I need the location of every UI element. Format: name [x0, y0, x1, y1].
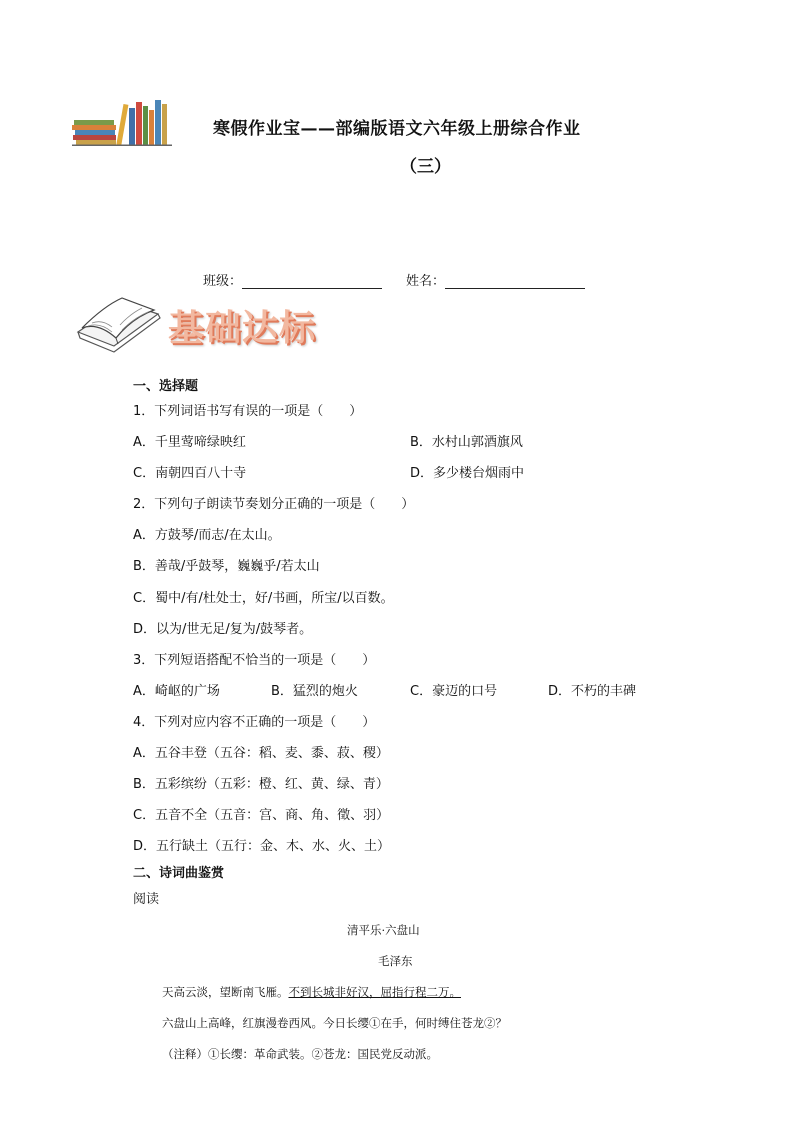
- q1-option-b: B．水村山郭酒旗风: [410, 435, 523, 450]
- name-label: 姓名：: [406, 274, 446, 289]
- name-blank: [445, 272, 585, 289]
- page-title: 寒假作业宝——部编版语文六年级上册综合作业: [213, 119, 581, 139]
- q3-option-d: D．不朽的丰碑: [548, 684, 637, 699]
- class-blank: [242, 272, 382, 289]
- q1-option-c: C．南朝四百八十寺: [133, 466, 247, 481]
- section2-heading: 二、诗词曲鉴赏: [133, 866, 225, 881]
- section-banner: 基础达标: [168, 308, 317, 349]
- poem-note: （注释）①长缨：革命武装。②苍龙：国民党反动派。: [162, 1047, 438, 1061]
- open-book-icon: [74, 292, 162, 354]
- q4-option-a: A．五谷丰登（五谷：稻、麦、黍、菽、稷）: [133, 746, 389, 761]
- poem-line-2: 六盘山上高峰，红旗漫卷西风。今日长缨①在手，何时缚住苍龙②？: [162, 1016, 507, 1030]
- q1-option-d: D．多少楼台烟雨中: [410, 466, 525, 481]
- q4-option-b: B．五彩缤纷（五彩：橙、红、黄、绿、青）: [133, 777, 389, 792]
- q4-option-d: D．五行缺土（五行：金、木、水、火、土）: [133, 839, 391, 854]
- section1-heading: 一、选择题: [133, 379, 199, 394]
- q3-option-c: C．豪迈的口号: [410, 684, 498, 699]
- q1-stem: 1．下列词语书写有误的一项是（ ）: [133, 404, 363, 419]
- poem-author: 毛泽东: [378, 954, 413, 968]
- q2-option-b: B．善哉/乎鼓琴，巍巍乎/若太山: [133, 559, 320, 574]
- q4-stem: 4．下列对应内容不正确的一项是（ ）: [133, 715, 376, 730]
- q3-stem: 3．下列短语搭配不恰当的一项是（ ）: [133, 653, 376, 668]
- books-icon: [72, 98, 172, 146]
- q4-option-c: C．五音不全（五音：宫、商、角、徵、羽）: [133, 808, 390, 823]
- q2-option-a: A．方鼓琴/而志/在太山。: [133, 528, 281, 543]
- poem-title: 清平乐·六盘山: [347, 923, 420, 937]
- q1-option-a: A．千里莺啼绿映红: [133, 435, 246, 450]
- poem-line-1-part-b: 不到长城非好汉，屈指行程二万。: [288, 985, 461, 999]
- q2-option-d: D．以为/世无足/复为/鼓琴者。: [133, 622, 313, 637]
- class-label: 班级：: [203, 274, 243, 289]
- page-subtitle: （三）: [400, 157, 451, 177]
- class-field: [203, 270, 382, 289]
- q3-option-a: A．崎岖的广场: [133, 684, 220, 699]
- poem-line-1-part-a: 天高云淡，望断南飞雁。: [162, 985, 289, 999]
- q2-option-c: C．蜀中/有/杜处士，好/书画，所宝/以百数。: [133, 591, 394, 606]
- q3-option-b: B．猛烈的炮火: [271, 684, 358, 699]
- name-field: [406, 270, 585, 289]
- read-label: 阅读: [133, 892, 160, 907]
- poem-line-1: [162, 984, 461, 1000]
- q2-stem: 2．下列句子朗读节奏划分正确的一项是（ ）: [133, 497, 415, 512]
